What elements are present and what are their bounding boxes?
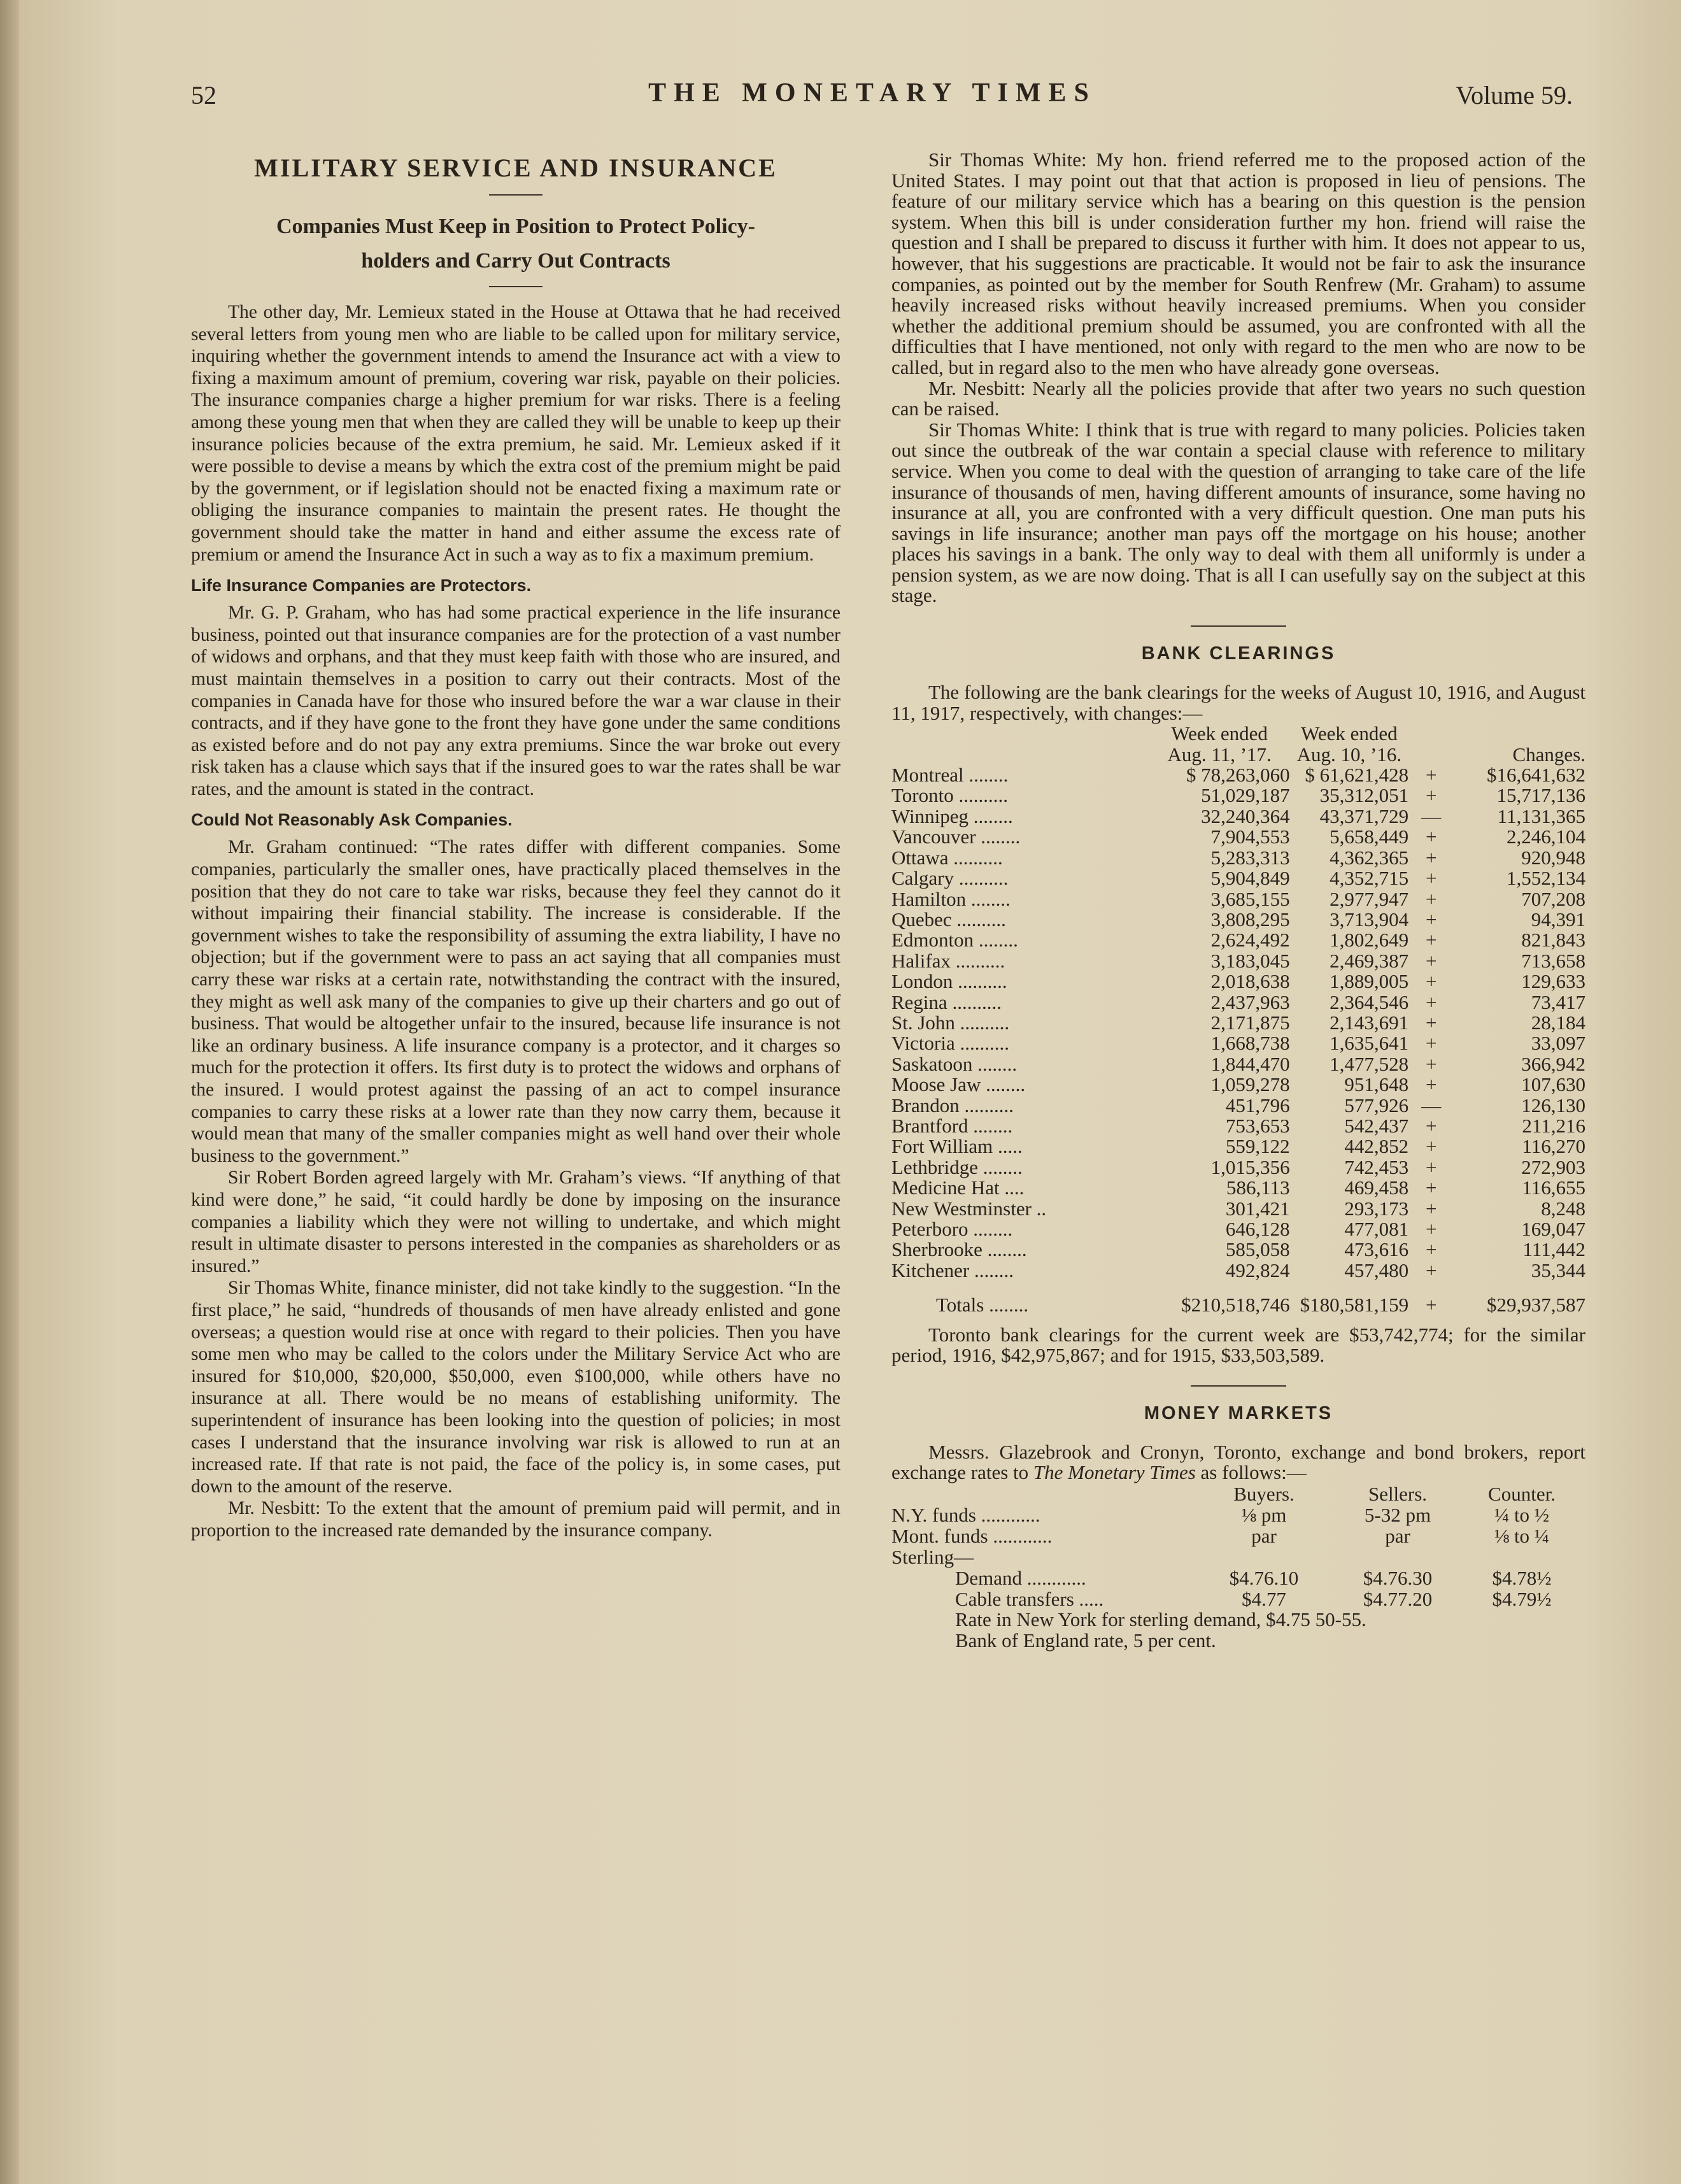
clearing-1917: 2,018,638: [1210, 970, 1290, 993]
city-name: Victoria ..........: [891, 1032, 1009, 1055]
clearing-1917: 451,796: [1225, 1094, 1290, 1117]
rate-counter: $4.78½: [1492, 1567, 1552, 1589]
total-change: $29,937,587: [1487, 1294, 1585, 1317]
clearing-1916: 442,852: [1344, 1135, 1409, 1158]
nesbitt-paragraph: Mr. Nesbitt: To the extent that the amount of premium paid will permit, and in proportion to the increased rate demanded by the insurance company.: [191, 1498, 840, 1541]
clearing-1916: 4,362,365: [1330, 846, 1409, 869]
total-1917: $210,518,746: [1181, 1294, 1290, 1317]
sellers-header: Sellers.: [1368, 1483, 1428, 1505]
clearing-1916: 2,469,387: [1330, 949, 1409, 972]
sterling-label-row: [891, 1546, 1579, 1567]
clearing-row: [891, 1199, 1585, 1219]
clearing-row: [891, 827, 1585, 847]
city-name: Moose Jaw ........: [891, 1073, 1026, 1096]
clearing-1917: 7,904,553: [1210, 825, 1290, 848]
clearing-1916: 1,802,649: [1330, 929, 1409, 952]
nesbitt-reply-paragraph: Mr. Nesbitt: Nearly all the policies provide that after two years no such question can be raised.: [891, 376, 1585, 420]
clearing-1916: 742,453: [1344, 1155, 1409, 1178]
change-sign: +: [1425, 949, 1437, 972]
counter-header: Counter.: [1488, 1483, 1556, 1505]
change-sign: +: [1425, 867, 1437, 890]
sterling-row: [891, 1588, 1579, 1609]
change-sign: +: [1425, 908, 1437, 931]
change-sign: +: [1425, 1032, 1437, 1055]
city-name: Toronto ..........: [891, 784, 1008, 807]
clearing-1917: 3,183,045: [1210, 949, 1290, 972]
city-name: Ottawa ..........: [891, 846, 1003, 869]
clearing-1916: 469,458: [1344, 1176, 1409, 1199]
clearing-row: [891, 951, 1585, 971]
clearing-1916: 473,616: [1344, 1238, 1409, 1261]
article-subtitle: [191, 210, 840, 278]
clearing-row: [891, 910, 1585, 930]
clearing-1916: 2,977,947: [1330, 887, 1409, 910]
clearing-row: [891, 848, 1585, 868]
city-name: London ..........: [891, 970, 1007, 993]
change-amount: 116,270: [1522, 1135, 1585, 1158]
city-name: Calgary ..........: [891, 867, 1009, 890]
clearing-row: [891, 1136, 1585, 1157]
clearing-1917: 5,283,313: [1210, 846, 1290, 869]
clearing-row: [891, 971, 1585, 992]
clearing-1917: 2,624,492: [1210, 929, 1290, 952]
change-sign: +: [1425, 825, 1437, 848]
money-markets-header-row: [891, 1483, 1579, 1504]
clearing-1916: 43,371,729: [1319, 804, 1409, 827]
col2-header: Week ended Aug. 10, ’16.: [1296, 722, 1402, 766]
change-sign: +: [1425, 1114, 1437, 1137]
clearing-1917: 1,015,356: [1210, 1155, 1290, 1178]
clearing-row: [891, 868, 1585, 889]
graham-continued-paragraph: Mr. Graham continued: “The rates differ with different companies. Some companies, particularly the smaller ones, have practically placed themselves in the position that they do not care to take war risks, because they feel they cannot do it without impairing their financial stability. The increase is considerable. If the government wishes to take the responsibility of assuming the extra liability, I have no objection; but if the government were to pass an act saying that all companies must carry these war risks at a certain rate, notwithstanding the contract with the insured, they might as well ask many of the companies to give up their charters and go out of business. That would be altogether unfair to the insured, because life insurance is not like an ordinary business. A life insurance company is a protector, and it charges so much for the protection it offers. Its first duty is to protect the widows and orphans of the insured. I would protest against the passing of an act to compel insurance companies to carry these risks at a lower rate than they now carry them, because it would mean that many of the smaller companies might as well hand over their whole business to the government.”: [191, 837, 840, 1166]
city-name: Fort William .....: [891, 1135, 1023, 1158]
clearing-1917: 492,824: [1225, 1259, 1290, 1281]
totals-label: Totals ........: [936, 1294, 1029, 1317]
city-name: Vancouver ........: [891, 825, 1021, 848]
right-column: [891, 150, 1585, 1651]
clearing-row: [891, 1074, 1585, 1095]
rate-counter: ¼ to ½: [1494, 1504, 1550, 1526]
clearing-1916: $ 61,621,428: [1305, 764, 1409, 787]
clearing-1917: 1,844,470: [1210, 1052, 1290, 1075]
change-sign: +: [1425, 1197, 1437, 1220]
city-name: Kitchener ........: [891, 1259, 1014, 1281]
city-name: Peterboro ........: [891, 1218, 1013, 1240]
borden-paragraph: Sir Robert Borden agreed largely with Mr. Graham’s views. “If anything of that kind were done,” he said, “it could hardly be done by imposing on the insurance companies a liability which they were not willing to undertake, and which might result in ultimate disaster to persons interested in the companies as shareholders or as insured.”: [191, 1167, 840, 1276]
subhead-could-not-ask: Could Not Reasonably Ask Companies.: [191, 810, 513, 830]
clearing-1916: 477,081: [1344, 1218, 1409, 1240]
clearing-1916: 457,480: [1344, 1259, 1409, 1281]
clearing-1916: 1,889,005: [1330, 970, 1409, 993]
change-amount: 366,942: [1521, 1052, 1585, 1075]
change-amount: 111,442: [1522, 1238, 1585, 1261]
change-sign: +: [1425, 1052, 1437, 1075]
clearing-1916: 3,713,904: [1330, 908, 1409, 931]
intro-paragraph: The other day, Mr. Lemieux stated in the House at Ottawa that he had received several letters from young men who are liable to be called upon for military service, inquiring whether the government intends to amend the Insurance act with a view to fixing a maximum amount of premium, covering war risk, payable on their policies. The insurance companies charge a higher premium for war risks. There is a feeling among these young men that when they are called they will be unable to keep up their insurance policies because of the extra premium, he said. Mr. Lemieux asked if it were possible to devise a means by which the extra cost of the premium might be paid by the government, or if legislation should not be enacted fixing a maximum rate or obliging the insurance companies to maintain the present rates. He thought the government should take the matter in hand and either assume the excess rate of premium or amend the Insurance Act in such a way as to fix a maximum premium.: [191, 302, 840, 565]
clearing-row: [891, 765, 1585, 785]
change-amount: 8,248: [1541, 1197, 1585, 1220]
col3-header: Changes.: [1512, 743, 1585, 766]
boe-rate-note: Bank of England rate, 5 per cent.: [955, 1629, 1216, 1652]
clearing-1917: 301,421: [1225, 1197, 1290, 1220]
clearing-1916: 35,312,051: [1319, 784, 1409, 807]
change-sign: —: [1421, 804, 1442, 827]
change-amount: 126,130: [1521, 1094, 1585, 1117]
change-amount: 35,344: [1531, 1259, 1585, 1281]
clearing-row: [891, 806, 1585, 827]
change-amount: 116,655: [1522, 1176, 1585, 1199]
clearing-row: [891, 992, 1585, 1013]
volume-label: Volume 59.: [1456, 81, 1573, 110]
change-sign: +: [1425, 846, 1437, 869]
clearing-1916: 542,437: [1344, 1114, 1409, 1137]
clearing-1917: 753,653: [1225, 1114, 1290, 1137]
city-name: Brantford ........: [891, 1114, 1013, 1137]
ny-rate-note: Rate in New York for sterling demand, $4.75 50-55.: [955, 1608, 1366, 1631]
clearing-1917: 1,059,278: [1210, 1073, 1290, 1096]
journal-title: THE MONETARY TIMES: [648, 78, 1096, 108]
change-sign: +: [1425, 1176, 1437, 1199]
clearing-1917: 1,668,738: [1210, 1032, 1290, 1055]
change-amount: 33,097: [1531, 1032, 1585, 1055]
change-sign: +: [1425, 1073, 1437, 1096]
bank-clearings-rule: [1191, 625, 1286, 627]
change-amount: 211,216: [1522, 1114, 1585, 1137]
rate-buyers: par: [1251, 1525, 1277, 1547]
city-name: Halifax ..........: [891, 949, 1005, 972]
clearing-row: [891, 1054, 1585, 1074]
clearing-1917: $ 78,263,060: [1186, 764, 1290, 787]
clearing-row: [891, 785, 1585, 806]
change-sign: +: [1425, 887, 1437, 910]
change-amount: 821,843: [1521, 929, 1585, 952]
rate-label: Mont. funds ............: [891, 1525, 1053, 1547]
clearing-1916: 577,926: [1344, 1094, 1409, 1117]
change-amount: 2,246,104: [1507, 825, 1585, 848]
rate-label: Cable transfers .....: [955, 1588, 1104, 1610]
clearing-1917: 32,240,364: [1201, 804, 1290, 827]
clearing-1917: 2,437,963: [1210, 990, 1290, 1013]
subtitle-line-2: holders and Carry Out Contracts: [361, 249, 670, 273]
clearing-1916: 5,658,449: [1330, 825, 1409, 848]
rate-sellers: $4.77.20: [1363, 1588, 1433, 1610]
subhead-protectors: Life Insurance Companies are Protectors.: [191, 576, 532, 596]
change-amount: 107,630: [1521, 1073, 1585, 1096]
rate-counter: ⅛ to ¼: [1494, 1525, 1550, 1547]
city-name: New Westminster ..: [891, 1197, 1047, 1220]
rate-label: Demand ............: [955, 1567, 1086, 1589]
clearing-row: [891, 1013, 1585, 1033]
clearing-row: [891, 1239, 1585, 1260]
white-reply-paragraph: Sir Thomas White: My hon. friend referred me to the proposed action of the United States. I may point out that that action is proposed in lieu of pensions. The feature of our military service which has a bearing on this question is the pension system. When this bill is under consideration further my hon. friend will raise the question and I shall be prepared to discuss it further with him. It does not appear to us, however, that his suggestions are practicable. It would not be fair to ask the insurance companies, as pointed out by the member for South Renfrew (Mr. Graham) to assume heavily increased risks without heavily increased premiums. When you consider whether the additional premium should be assumed, you are confronted with all the difficulties that I have mentioned, not only with regard to the men who are now to be called, but in regard also to the men who have already gone overseas.: [891, 148, 1585, 378]
change-sign: +: [1425, 1218, 1437, 1240]
change-amount: 713,658: [1521, 949, 1585, 972]
city-name: Medicine Hat ....: [891, 1176, 1025, 1199]
article-title: MILITARY SERVICE AND INSURANCE: [254, 153, 777, 182]
city-name: Sherbrooke ........: [891, 1238, 1027, 1261]
clearing-row: [891, 1260, 1585, 1281]
sterling-row: [891, 1567, 1579, 1588]
clearing-row: [891, 889, 1585, 910]
city-name: Lethbridge ........: [891, 1155, 1023, 1178]
clearing-row: [891, 1219, 1585, 1239]
change-amount: $16,641,632: [1487, 764, 1585, 787]
city-name: Brandon ..........: [891, 1094, 1014, 1117]
change-sign: +: [1425, 1238, 1437, 1261]
change-amount: 1,552,134: [1507, 867, 1585, 890]
bank-clearings-table: [891, 724, 1585, 1315]
change-sign: +: [1425, 970, 1437, 993]
clearing-1916: 293,173: [1344, 1197, 1409, 1220]
total-1916: $180,581,159: [1300, 1294, 1409, 1317]
change-sign: +: [1425, 784, 1437, 807]
bank-clearings-intro: The following are the bank clearings for the weeks of August 10, 1916, and August 11, 1917, respectively, with changes:—: [891, 681, 1585, 724]
change-amount: 169,047: [1521, 1218, 1585, 1240]
change-amount: 11,131,365: [1497, 804, 1585, 827]
clearing-1916: 2,364,546: [1330, 990, 1409, 1013]
rate-counter: $4.79½: [1492, 1588, 1552, 1610]
rate-buyers: ⅛ pm: [1241, 1504, 1287, 1526]
change-amount: 73,417: [1531, 990, 1585, 1013]
change-amount: 272,903: [1521, 1155, 1585, 1178]
change-amount: 707,208: [1521, 887, 1585, 910]
bank-clearings-heading: BANK CLEARINGS: [1141, 643, 1336, 664]
buyers-header: Buyers.: [1233, 1483, 1294, 1505]
city-name: Hamilton ........: [891, 887, 1011, 910]
clearing-row: [891, 930, 1585, 950]
change-sign: +: [1425, 990, 1437, 1013]
change-sign: +: [1425, 1155, 1437, 1178]
clearing-1917: 5,904,849: [1210, 867, 1290, 890]
title-rule: [489, 194, 543, 196]
change-sign: +: [1425, 1259, 1437, 1281]
left-column: [191, 153, 840, 1541]
col1-header: Week ended Aug. 11, ’17.: [1167, 722, 1272, 766]
money-markets-intro: Messrs. Glazebrook and Cronyn, Toronto, exchange and bond brokers, report exchange rates to The Monetary Times as follows:—: [891, 1440, 1585, 1484]
white-final-paragraph: Sir Thomas White: I think that is true with regard to many policies. Policies taken out since the outbreak of the war contain a special clause with reference to military service. When you come to deal with the question of arranging to take care of the life insurance of thousands of men, having different amounts of insurance, some having no insurance at all, you are confronted with a very difficult question. One man puts his savings in life insurance; another man pays off the mortgage on his house; another places his savings in a bank. The only way to deal with them all uniformly is under a pension system, as we are now doing. That is all I can usefully say on the subject at this stage.: [891, 418, 1585, 607]
clearing-1916: 951,648: [1344, 1073, 1409, 1096]
clearing-row: [891, 1116, 1585, 1136]
city-name: St. John ..........: [891, 1011, 1010, 1034]
money-markets-heading: MONEY MARKETS: [1144, 1402, 1333, 1424]
clearing-1917: 559,122: [1225, 1135, 1290, 1158]
clearing-row: [891, 1157, 1585, 1178]
clearing-1917: 585,058: [1225, 1238, 1290, 1261]
funds-row: [891, 1525, 1579, 1546]
clearing-1916: 1,635,641: [1330, 1032, 1409, 1055]
clearing-1916: 4,352,715: [1330, 867, 1409, 890]
city-name: Montreal ........: [891, 764, 1009, 787]
city-name: Edmonton ........: [891, 929, 1018, 952]
rate-sellers: $4.76.30: [1363, 1567, 1433, 1589]
change-sign: +: [1425, 929, 1437, 952]
change-sign: +: [1425, 1011, 1437, 1034]
rate-label: N.Y. funds ............: [891, 1504, 1040, 1526]
page-number: 52: [191, 81, 216, 110]
rate-buyers: $4.76.10: [1229, 1567, 1299, 1589]
total-sign: +: [1425, 1294, 1437, 1317]
change-amount: 129,633: [1521, 970, 1585, 993]
change-sign: —: [1421, 1094, 1442, 1117]
rate-sellers: par: [1385, 1525, 1410, 1547]
city-name: Saskatoon ........: [891, 1052, 1018, 1075]
clearing-1917: 2,171,875: [1210, 1011, 1290, 1034]
clearing-row: [891, 1033, 1585, 1053]
change-amount: 94,391: [1531, 908, 1585, 931]
journal-name-italic: The Monetary Times: [1033, 1461, 1196, 1484]
change-sign: +: [1425, 1135, 1437, 1158]
subtitle-line-1: Companies Must Keep in Position to Protect Policy-: [276, 215, 755, 238]
clearing-1917: 51,029,187: [1201, 784, 1290, 807]
clearing-1917: 586,113: [1226, 1176, 1290, 1199]
toronto-clearings-note: Toronto bank clearings for the current week are $53,742,774; for the similar period, 1916, $42,975,867; and for 1915, $33,503,589.: [891, 1323, 1585, 1367]
rate-sellers: 5-32 pm: [1364, 1504, 1431, 1526]
clearing-1917: 646,128: [1225, 1218, 1290, 1240]
city-name: Quebec ..........: [891, 908, 1006, 931]
funds-row: [891, 1504, 1579, 1525]
money-markets-rule: [1191, 1385, 1286, 1387]
city-name: Winnipeg ........: [891, 804, 1013, 827]
change-amount: 28,184: [1531, 1011, 1585, 1034]
change-amount: 920,948: [1521, 846, 1585, 869]
page-header: [172, 75, 1573, 120]
clearing-1917: 3,808,295: [1210, 908, 1290, 931]
rate-buyers: $4.77: [1242, 1588, 1286, 1610]
clearing-1916: 1,477,528: [1330, 1052, 1409, 1075]
money-markets-table: [891, 1483, 1579, 1609]
bank-clearings-header-row: [891, 724, 1585, 765]
clearing-row: [891, 1096, 1585, 1116]
graham-paragraph: Mr. G. P. Graham, who has had some practical experience in the life insurance business, pointed out that insurance companies are for the protection of a vast number of widows and orphans, and that they must keep faith with those who are insured, and must maintain themselves in a position to carry out their contracts. Most of the companies in Canada have for those who insured before the war a war clause in their contracts, and if they have gone to the front they have gone under the same conditions as existed before and do not pay any extra premiums. Since the war broke out every risk taken has a clause which says that if the insured goes to war the rates shall be war rates, and the amount is stated in the contract.: [191, 603, 840, 799]
white-paragraph: Sir Thomas White, finance minister, did not take kindly to the suggestion. “In the first place,” he said, “hundreds of thousands of men have already enlisted and gone overseas; a question would rise at once with regard to their policies. Then you have some men who may be called to the colors under the Military Service Act who are insured for $10,000, $20,000, $50,000, even $100,000, while others have no insurance at all. There would be no means of establishing uniformity. The superintendent of insurance has been looking into the question of policies; in most cases I understand that the insurance involving war risk is allowed to run at an increased rate. If that rate is not paid, the face of the policy is, in some cases, put down to the amount of the reserve.: [191, 1278, 840, 1497]
city-name: Regina ..........: [891, 990, 1002, 1013]
subtitle-rule: [489, 286, 543, 287]
change-amount: 15,717,136: [1496, 784, 1585, 807]
sterling-label: Sterling—: [891, 1546, 974, 1568]
page-binding: [0, 0, 19, 2184]
change-sign: +: [1425, 764, 1437, 787]
clearing-row: [891, 1178, 1585, 1198]
totals-row: [891, 1281, 1585, 1315]
clearing-1916: 2,143,691: [1330, 1011, 1409, 1034]
clearing-1917: 3,685,155: [1210, 887, 1290, 910]
